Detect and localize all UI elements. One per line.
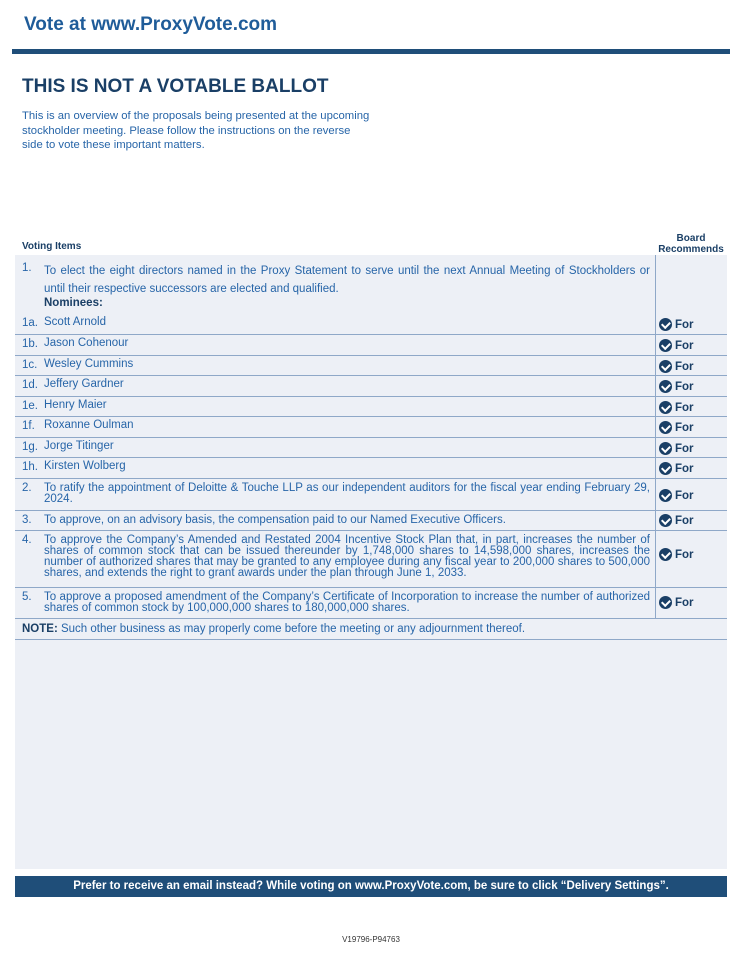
proposal-5-row — [15, 588, 727, 619]
proposal-text: To approve the Company’s Amended and Restated 2004 Incentive Stock Plan that, in part, increases the number of shares of common stock that can be issued thereunder by 1,748,000 shares to 14,598,000 shares, increases the number of authorized shares that may be granted to any employee during any fiscal year to 200,000 shares to 500,000 shares, and extends the right to grant awards under the plan through June 1, 2033. — [44, 534, 650, 579]
board-recommends-header: Board Recommends — [658, 233, 724, 255]
nominee-name: Wesley Cummins — [44, 358, 134, 370]
nominee-row — [15, 376, 727, 397]
nominee-row — [15, 397, 727, 417]
board-recommendation: For — [659, 421, 694, 434]
check-circle-icon — [659, 548, 672, 561]
nominee-name: Roxanne Oulman — [44, 419, 134, 431]
nominee-row — [15, 458, 727, 479]
board-recommendation: For — [659, 442, 694, 455]
nominee-number: 1a. — [22, 317, 38, 329]
proposal-text: To approve, on an advisory basis, the compensation paid to our Named Executive Officers. — [44, 514, 506, 526]
note-label: NOTE: — [22, 623, 58, 635]
board-recommendation: For — [659, 462, 694, 475]
check-circle-icon — [659, 462, 672, 475]
nominee-name: Jorge Titinger — [44, 440, 114, 452]
board-recommendation: For — [659, 401, 694, 414]
board-recommendation: For — [659, 339, 694, 352]
note-row — [15, 619, 727, 640]
header-title: Vote at www.ProxyVote.com — [24, 14, 278, 35]
nominee-number: 1e. — [22, 400, 38, 412]
check-circle-icon — [659, 339, 672, 352]
proposal-1-row — [15, 255, 727, 314]
nominee-row — [15, 314, 727, 335]
nominee-number: 1d. — [22, 379, 38, 391]
proposal-4-row — [15, 531, 727, 588]
proposal-number: 5. — [22, 591, 32, 603]
proposal-text: To ratify the appointment of Deloitte & Touche LLP as our independent auditors for the fiscal year ending February 29, 2024. — [44, 482, 650, 505]
check-circle-icon — [659, 421, 672, 434]
check-circle-icon — [659, 401, 672, 414]
board-recommendation: For — [659, 318, 694, 331]
check-circle-icon — [659, 489, 672, 502]
check-circle-icon — [659, 596, 672, 609]
voting-items-header: Voting Items — [22, 241, 82, 252]
voting-items-table — [15, 255, 727, 869]
check-circle-icon — [659, 360, 672, 373]
nominee-number: 1b. — [22, 338, 38, 350]
email-delivery-banner: Prefer to receive an email instead? While voting on www.ProxyVote.com, be sure to click “Delivery Settings”. — [15, 876, 727, 897]
nominee-number: 1f. — [22, 420, 35, 432]
proposal-text: To approve a proposed amendment of the Company’s Certificate of Incorporation to increase the number of authorized shares of common stock by 100,000,000 shares to 180,000,000 shares. — [44, 591, 650, 614]
nominee-row — [15, 335, 727, 356]
nominee-row — [15, 438, 727, 458]
proposal-text: To elect the eight directors named in the Proxy Statement to serve until the next Annual Meeting of Stockholders or until their respective successors are elected and qualified. — [44, 265, 650, 295]
board-recommendation: For — [659, 514, 694, 527]
nominee-name: Scott Arnold — [44, 316, 107, 328]
nominee-name: Jason Cohenour — [44, 337, 129, 349]
nominee-name: Jeffery Gardner — [44, 378, 124, 390]
ballot-title: THIS IS NOT A VOTABLE BALLOT — [22, 76, 329, 97]
nominee-name: Kirsten Wolberg — [44, 460, 126, 472]
board-recommendation: For — [659, 548, 694, 561]
board-recommendation: For — [659, 360, 694, 373]
nominee-number: 1h. — [22, 461, 38, 473]
nominee-number: 1g. — [22, 441, 38, 453]
nominee-number: 1c. — [22, 359, 38, 371]
nominees-label: Nominees: — [44, 297, 103, 309]
header-rule — [12, 49, 730, 54]
proposal-3-row — [15, 511, 727, 531]
document-code: V19796-P94763 — [342, 935, 400, 944]
board-recommendation: For — [659, 380, 694, 393]
proposal-number: 4. — [22, 534, 32, 546]
check-circle-icon — [659, 514, 672, 527]
board-recommendation: For — [659, 489, 694, 502]
proposal-2-row — [15, 479, 727, 511]
note-body: Such other business as may properly come before the meeting or any adjournment thereof. — [60, 623, 526, 635]
check-circle-icon — [659, 442, 672, 455]
check-circle-icon — [659, 318, 672, 331]
nominee-row — [15, 356, 727, 376]
nominee-row — [15, 417, 727, 438]
ballot-intro: This is an overview of the proposals being presented at the upcoming stockholder meeting. Please follow the instructions on the reverse side to vote these important matters. — [22, 110, 370, 151]
nominee-name: Henry Maier — [44, 399, 107, 411]
board-recommendation: For — [659, 596, 694, 609]
proposal-number: 2. — [22, 482, 32, 494]
proposal-number: 1. — [22, 262, 32, 274]
note-text — [22, 623, 525, 635]
proposal-number: 3. — [22, 514, 32, 526]
check-circle-icon — [659, 380, 672, 393]
